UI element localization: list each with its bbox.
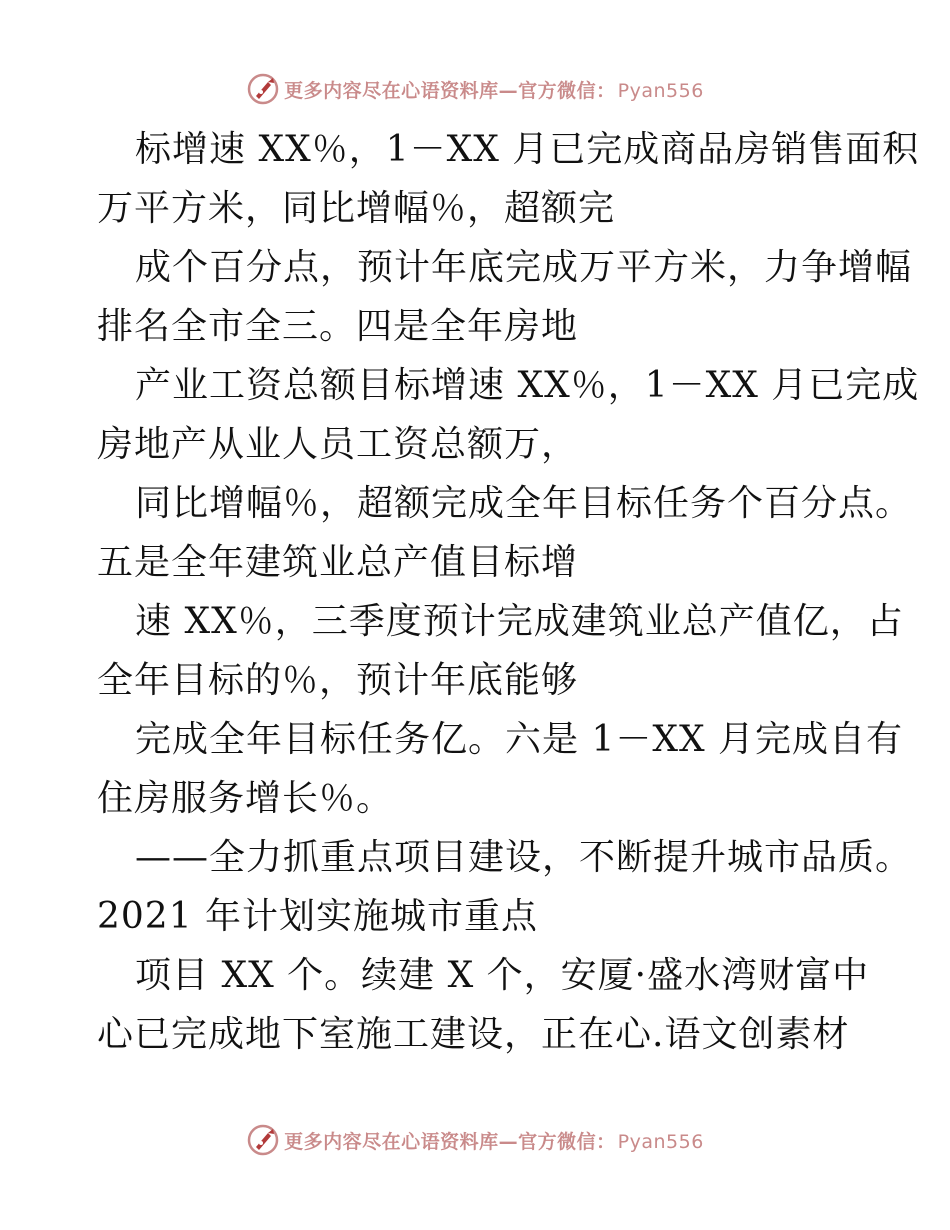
text-line: 2021 年计划实施城市重点 xyxy=(97,896,539,937)
text-line: 项目 XX 个。续建 X 个，安厦·盛水湾财富中 xyxy=(135,955,870,996)
document-body xyxy=(97,120,920,1064)
text-line: 速 XX％，三季度预计完成建筑业总产值亿，占 xyxy=(135,601,904,642)
watermark-wechat-id: Pyan556 xyxy=(617,1130,704,1153)
text-line: 全年目标的％，预计年底能够 xyxy=(97,660,579,701)
pen-nib-circle-icon xyxy=(246,1123,280,1157)
text-line: 房地产从业人员工资总额万， xyxy=(97,424,579,465)
text-line: 住房服务增长％。 xyxy=(97,778,394,819)
text-line: ——全力抓重点项目建设，不断提升城市品质。 xyxy=(135,837,913,878)
text-line: 产业工资总额目标增速 XX％，1－XX 月已完成 xyxy=(135,365,920,406)
text-line: 同比增幅％，超额完成全年目标任务个百分点。 xyxy=(135,483,913,524)
footer-watermark xyxy=(0,1123,950,1157)
header-watermark xyxy=(0,72,950,106)
text-line: 万平方米，同比增幅％，超额完 xyxy=(97,188,616,229)
text-line: 心已完成地下室施工建设，正在心.语文创素材 xyxy=(97,1014,850,1055)
text-line: 完成全年目标任务亿。六是 1－XX 月完成自有 xyxy=(135,719,904,760)
text-line: 排名全市全三。四是全年房地 xyxy=(97,306,579,347)
watermark-wechat-id: Pyan556 xyxy=(617,79,704,102)
text-line: 标增速 XX％，1－XX 月已完成商品房销售面积 xyxy=(135,129,920,170)
text-line: 成个百分点，预计年底完成万平方米，力争增幅 xyxy=(135,247,913,288)
watermark-text: 更多内容尽在心语资料库—官方微信： xyxy=(284,79,616,102)
pen-nib-circle-icon xyxy=(246,72,280,106)
watermark-text: 更多内容尽在心语资料库—官方微信： xyxy=(284,1130,616,1153)
text-line: 五是全年建筑业总产值目标增 xyxy=(97,542,579,583)
